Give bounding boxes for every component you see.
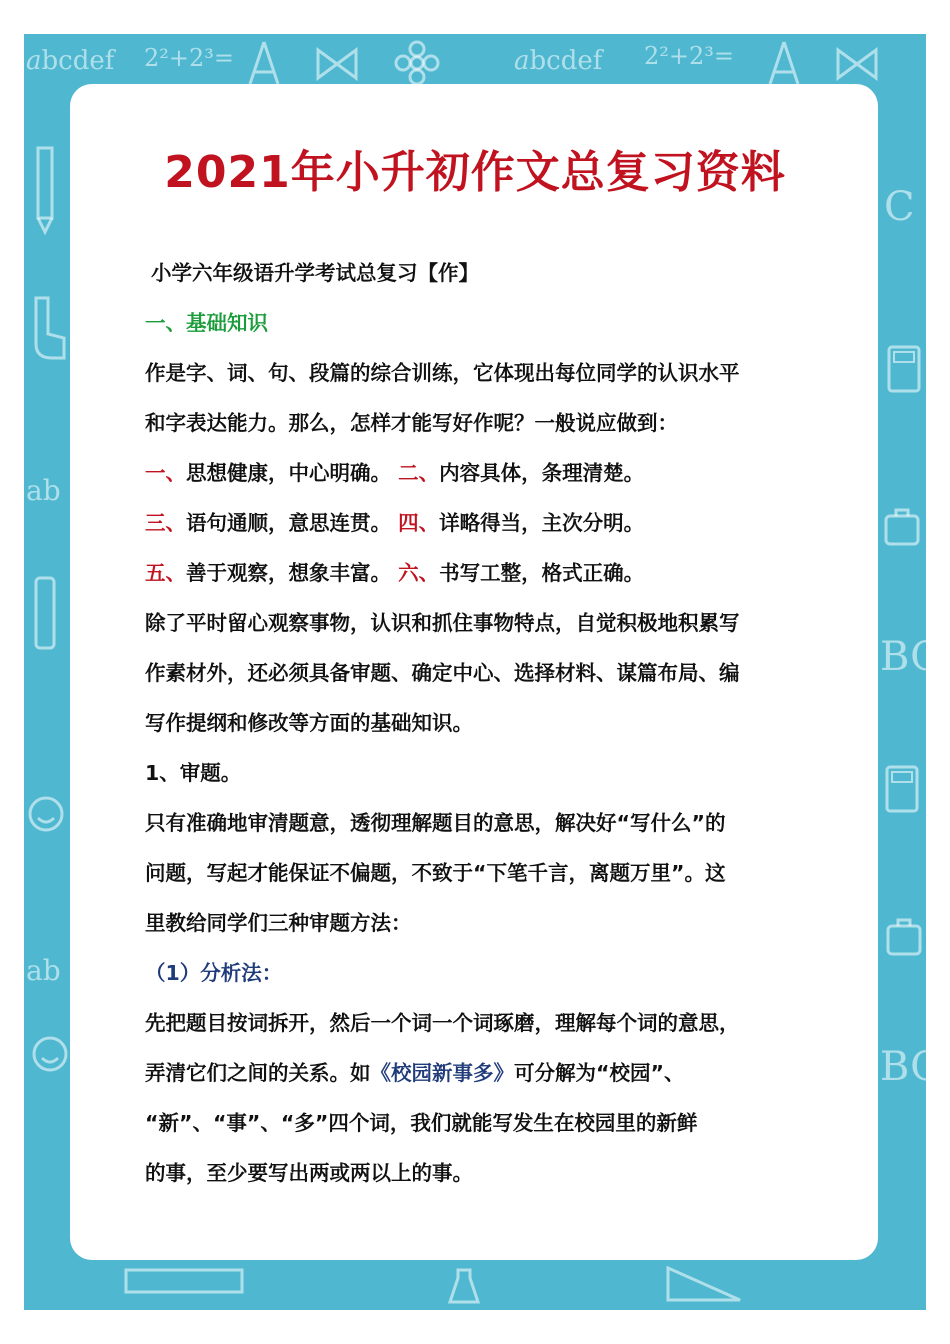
requirement-text: 思想健康，中心明确。 (186, 461, 391, 485)
paragraph-line: 的事，至少要写出两或两以上的事。 (145, 1161, 473, 1185)
paragraph-line: 写作提纲和修改等方面的基础知识。 (145, 711, 473, 735)
paragraph-line: 先把题目按词拆开，然后一个词一个词琢磨，理解每个词的意思， (145, 1011, 740, 1035)
requirements-row (145, 498, 817, 548)
paragraph-line: 和字表达能力。那么，怎样才能写好作呢？一般说应做到： (145, 411, 678, 435)
requirement-text: 详略得当，主次分明。 (439, 511, 645, 535)
requirement-number: 一、 (145, 461, 186, 485)
paragraph-line: 作素材外，还必须具备审题、确定中心、选择材料、谋篇布局、编 (145, 661, 740, 685)
ruler-icon (124, 1266, 244, 1296)
requirements-row (145, 448, 817, 498)
text-span: 可分解为“校园”、 (514, 1061, 685, 1085)
paragraph-line: “新”、“事”、“多”四个词，我们就能写发生在校园里的新鲜 (145, 1111, 698, 1135)
subtitle: 小学六年级语升学考试总复习【作】 (151, 261, 479, 285)
flower-icon (394, 40, 440, 86)
requirement-text: 善于观察，想象丰富。 (186, 561, 391, 585)
letters-bc-icon: BC (880, 634, 941, 680)
letter-c-icon: C (884, 184, 915, 230)
bow-icon-2 (834, 44, 880, 84)
requirement-text: 书写工整，格式正确。 (439, 561, 645, 585)
letters-doodle-icon: 𝑎bcdef (26, 46, 115, 76)
compass-icon (244, 38, 284, 88)
paragraph-line: 只有准确地审清题意，透彻理解题目的意思，解决好“写什么”的 (145, 811, 726, 835)
example-title: 《校园新事多》 (370, 1061, 514, 1085)
letters-doodle-icon-2: 𝑎bcdef (514, 46, 603, 76)
requirements-row (145, 548, 817, 598)
requirement-text: 语句通顺，意思连贯。 (186, 511, 391, 535)
ab-doodle-icon: ab (26, 474, 61, 507)
bow-icon (314, 44, 360, 84)
bottle-icon (444, 1266, 484, 1306)
requirement-number: 六、 (398, 561, 440, 585)
requirement-number: 四、 (398, 511, 440, 535)
paragraph-line: 问题，写起才能保证不偏题，不致于“下笔千言，离题万里”。这 (145, 861, 726, 885)
section-heading: 一、基础知识 (145, 311, 268, 335)
bag-icon-2 (884, 914, 924, 958)
calculator-icon-2 (884, 764, 920, 814)
ab-doodle-icon-2: ab (26, 954, 61, 987)
page-title: 2021年小升初作文总复习资料 (164, 147, 786, 198)
shoe-icon (28, 294, 68, 364)
marker-icon (30, 574, 60, 664)
math-doodle-icon: 2²+2³= (144, 44, 234, 72)
requirement-number: 二、 (398, 461, 440, 485)
requirement-number: 五、 (145, 561, 186, 585)
triangle-ruler-icon (664, 1264, 744, 1304)
smiley-icon (26, 794, 66, 834)
calculator-icon (886, 344, 922, 394)
compass-icon-2 (764, 38, 804, 88)
text-span: 弄清它们之间的关系。如 (145, 1061, 371, 1085)
requirement-text: 内容具体，条理清楚。 (439, 461, 645, 485)
paragraph-line: 作是字、词、句、段篇的综合训练，它体现出每位同学的认识水平 (145, 361, 740, 385)
document-body (145, 248, 817, 1198)
item-heading: 1、审题。 (145, 761, 242, 785)
letters-bc-icon-2: BC (880, 1044, 941, 1090)
paragraph-line: 里教给同学们三种审题方法： (145, 911, 412, 935)
math-doodle-icon-2: 2²+2³= (644, 42, 734, 70)
paragraph-line (145, 1048, 817, 1098)
smiley-icon-2 (30, 1034, 70, 1074)
bag-icon (882, 504, 922, 548)
method-heading: （1）分析法： (145, 961, 283, 985)
paragraph-line: 除了平时留心观察事物，认识和抓住事物特点，自觉积极地积累写 (145, 611, 740, 635)
requirement-number: 三、 (145, 511, 186, 535)
